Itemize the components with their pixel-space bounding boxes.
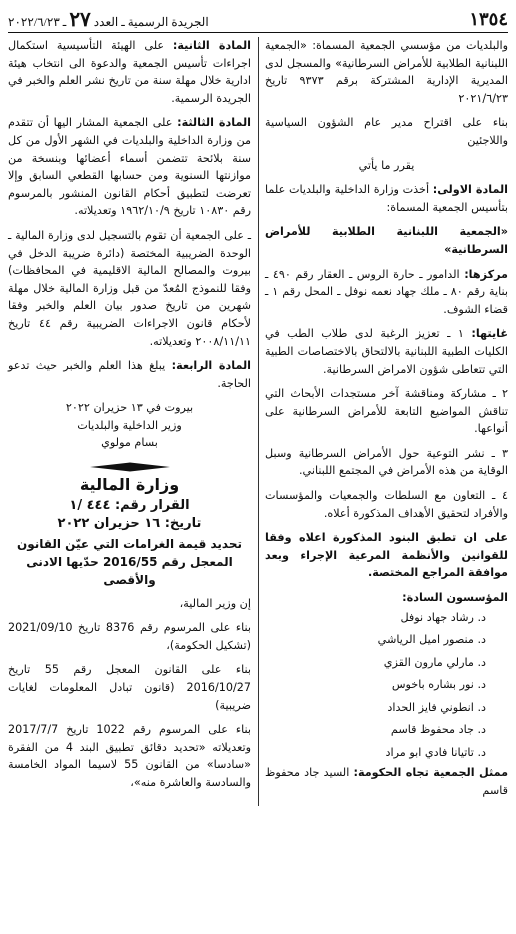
decision-subject: تحديد قيمة الغرامات التي عيّن القانون المعجل رقم 2016/55 حدّيها الادنى والأقصى xyxy=(16,536,243,587)
condition-text: على ان تطبق البنود المذكورة اعلاه وفقا للقوانين والأنظمة المرعية الإجراء وبعد موافقة المراجع المختصة. xyxy=(265,531,508,580)
list-item: د. رشاد جهاد نوفل xyxy=(400,610,486,624)
basis-2: بناء على القانون المعجل رقم 55 تاريخ 2016/10/27 (قانون تبادل المعلومات لغايات ضريبية) xyxy=(8,663,251,712)
page-number: ١٣٥٤ xyxy=(469,8,508,30)
decision-number: القرار رقم: ٤٤٤ /١ xyxy=(69,497,190,513)
article-2 xyxy=(8,37,251,107)
list-item: د. جاد محفوظ قاسم xyxy=(390,723,486,737)
founders-list xyxy=(265,607,508,765)
association-name: «الجمعية اللبنانية الطلابية للأمراض السرطانية» xyxy=(265,225,508,256)
article-1-text: أخذت وزارة الداخلية والبلديات علما بتأسيس الجمعية المسماة: xyxy=(265,183,508,214)
ministry-heading: وزارة المالية xyxy=(79,475,180,495)
article-3-text: على الجمعية المشار اليها أن تتقدم من وزارة الداخلية والبلديات في الشهر الأول من كل سنة بلائحة تتضمن أسماء أعضائها وبنسخة من موازنتها السنوية ومن حسابها القطعي السابق وإلا تعرضت لتطبيق أحكام القانون المنشور بالمرسوم رقم ١٠٨٣٠ تاريخ ١٩٦٢/١٠/٩ وتعديلاته. xyxy=(8,116,251,218)
left-column xyxy=(8,37,258,806)
issue-number: ٢٧ xyxy=(69,8,91,31)
preamble-proposal: بناء على اقتراح مدير عام الشؤون السياسية واللاجئين xyxy=(265,116,508,147)
issue-date: ـ ٢٠٢٢/٦/٢٣ xyxy=(8,14,67,29)
signature-place-date: بيروت في ١٣ حزيران ٢٠٢٢ xyxy=(65,401,194,415)
article-3-registration: ـ على الجمعية أن تقوم بالتسجيل لدى وزارة المالية ـ الوحدة الضريبية المختصة (دائرة ضريبة الدخل في بيروت والمصالح المالية الاقليمية في المحافظات) وفقا للنموذج المُعدّ من قبل وزارة المالية خلال مهلة شهرين من تاريخ صدور بيان العلم والخبر وفقا لأحكام قانون الاجراءات الضريبية رقم ٤٤ تاريخ ٢٠٠٨/١١/١١ وتعديلاته. xyxy=(8,228,251,348)
goal-3: ٣ ـ نشر التوعية حول الأمراض السرطانية وسبل الوقاية من هذه الأمراض في المجتمع اللبناني. xyxy=(265,446,508,478)
article-3 xyxy=(8,114,251,220)
ornament-divider-icon xyxy=(90,462,170,472)
article-1 xyxy=(265,181,508,216)
headquarters-text: الدامور ـ حارة الروس ـ العقار رقم ٤٩٠ ـ بناية رقم ٨٠ ـ ملك جهاد نعمه نوفل ـ المحل رقم ١ ـ قضاء الشوف. xyxy=(265,267,508,316)
signature-title: وزير الداخلية والبلديات xyxy=(77,418,182,432)
minister-intro: إن وزير المالية، xyxy=(179,596,251,610)
decides-heading: يقرر ما يأتي xyxy=(358,158,415,172)
preamble-founders: والبلديات من مؤسسي الجمعية المسماة: «الجمعية اللبنانية الطلابية للأمراض السرطانية» والمسجل لدى المديرية الإدارية المشتركة برقم ٩٣٧٣ تاريخ ٢٠٢١/٦/٢٣ xyxy=(265,39,508,105)
list-item: د. نور بشاره باخوس xyxy=(391,678,486,692)
signature-name: بسام مولوي xyxy=(101,436,158,450)
goal-4: ٤ ـ التعاون مع السلطات والجمعيات والمؤسسات والأفراد لتحقيق الأهداف المذكورة أعلاه. xyxy=(265,489,508,520)
decision-date: تاريخ: ١٦ حزيران ٢٠٢٢ xyxy=(57,515,202,531)
list-item: د. مارلي مارون القزي xyxy=(383,655,486,669)
headquarters-label: مركزها: xyxy=(464,267,508,281)
article-3-label: المادة الثالثة: xyxy=(177,116,251,130)
gazette-issue-line xyxy=(8,7,209,32)
right-column xyxy=(258,37,508,806)
list-item: د. تاتيانا فادي ابو مراد xyxy=(385,745,486,759)
goal-1-text: ١ ـ تعزيز الرغبة لدى طلاب الطب في الكليات الطبية اللبنانية بالالتحاق بالاختصاصات الطبية التي تتعاطى شؤون الامراض السرطانية. xyxy=(265,327,508,376)
basis-3: بناء على المرسوم رقم 1022 تاريخ 2017/7/7 وتعديلاته «تحديد دقائق تطبيق البند 4 من الفقرة «سادسا» من القانون 55 لاسيما المواد الخامسة والسادسة والعاشرة منه»، xyxy=(8,723,252,789)
basis-1: بناء على المرسوم رقم 8376 تاريخ 2021/09/10 (تشكيل الحكومة)، xyxy=(8,621,251,652)
goal-1 xyxy=(265,325,508,378)
gazette-title: الجريدة الرسمية ـ العدد xyxy=(93,14,209,29)
headquarters xyxy=(265,266,508,319)
founders-label: المؤسسون السادة: xyxy=(402,591,508,605)
article-1-label: المادة الاولى: xyxy=(432,183,508,197)
article-4-text: يبلغ هذا العلم والخبر حيث تدعو الحاجة. xyxy=(8,359,251,390)
article-2-text: على الهيئة التأسيسية استكمال اجراءات تأسيس الجمعية والدعوة الى انتخاب هيئة ادارية خلال مهلة سنة من تاريخ نشر العلم والخبر في الجريدة الرسمية. xyxy=(8,39,251,105)
article-2-label: المادة الثانية: xyxy=(172,39,252,52)
government-representative xyxy=(265,764,508,799)
representative-label: ممثل الجمعية تجاه الحكومة: xyxy=(353,766,508,780)
section-divider xyxy=(8,462,251,472)
representative-name: السيد جاد محفوظ قاسم xyxy=(265,766,508,797)
article-4-label: المادة الرابعة: xyxy=(171,359,252,373)
goal-2: ٢ ـ مشاركة ومناقشة آخر مستجدات الأبحاث التي تناقش المواضيع التابعة للأمراض السرطانية على أنواعها. xyxy=(265,387,508,436)
goals-label: غايتها: xyxy=(471,327,509,341)
page-header xyxy=(8,6,508,33)
list-item: د. انطوني فايز الحداد xyxy=(387,700,486,714)
list-item: د. منصور اميل الرياشي xyxy=(377,633,486,647)
article-4 xyxy=(8,357,251,392)
columns xyxy=(8,37,508,806)
